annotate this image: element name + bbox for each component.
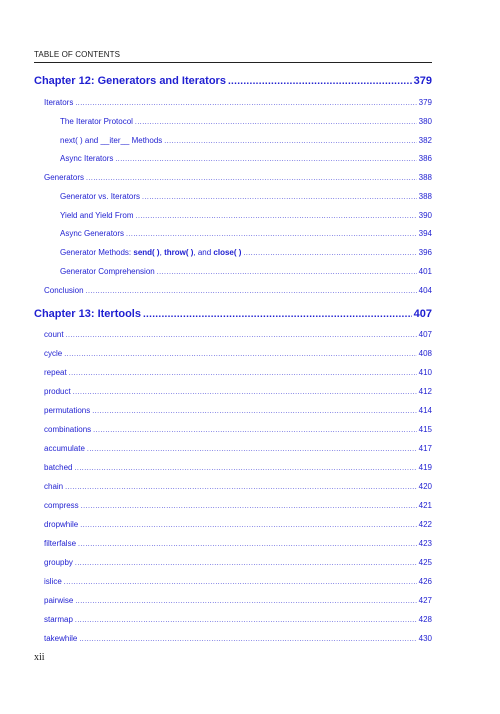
leader-dots [74,465,416,472]
leader-dots [73,389,417,396]
toc-repeat[interactable]: repeat ..... 410 [44,368,432,377]
toc-pairwise[interactable]: pairwise ..... 427 [44,596,432,605]
leader-dots [126,231,417,238]
toc-filterfalse[interactable]: filterfalse ..... 423 [44,539,432,548]
toc-count[interactable]: count ..... 407 [44,330,432,339]
leader-dots [92,408,416,415]
leader-dots [66,332,417,339]
leader-dots [143,309,412,320]
toc-permutations[interactable]: permutations ..... 414 [44,406,432,415]
leader-dots [157,269,417,276]
leader-dots [75,100,416,107]
leader-dots [115,156,416,163]
leader-dots [75,617,417,624]
leader-dots [93,427,417,434]
toc-generators[interactable]: Generators ..... 388 [44,173,432,182]
toc-next-iter-methods[interactable]: next( ) and __iter__ Methods ..... 382 [60,136,432,145]
toc-compress[interactable]: compress ..... 421 [44,501,432,510]
toc-yield-from[interactable]: Yield and Yield From ..... 390 [60,211,432,220]
header-rule [34,62,432,63]
toc-iterator-protocol[interactable]: The Iterator Protocol ..... 380 [60,117,432,126]
leader-dots [79,636,416,643]
leader-dots [87,446,417,453]
leader-dots [64,351,416,358]
leader-dots [69,370,417,377]
toc-cycle[interactable]: cycle ..... 408 [44,349,432,358]
running-head: TABLE OF CONTENTS [34,50,121,59]
toc-combinations[interactable]: combinations ..... 415 [44,425,432,434]
leader-dots [81,503,417,510]
toc-product[interactable]: product ..... 412 [44,387,432,396]
toc-chain[interactable]: chain ..... 420 [44,482,432,491]
toc-generator-vs-iterators[interactable]: Generator vs. Iterators ..... 388 [60,192,432,201]
leader-dots [80,522,416,529]
page-number: xii [34,652,45,663]
leader-dots [86,288,417,295]
leader-dots [135,119,417,126]
toc-generator-comprehension[interactable]: Generator Comprehension ..... 401 [60,267,432,276]
leader-dots [75,598,416,605]
leader-dots [136,213,417,220]
toc-dropwhile[interactable]: dropwhile ..... 422 [44,520,432,529]
leader-dots [243,250,416,257]
toc-groupby[interactable]: groupby ..... 425 [44,558,432,567]
leader-dots [228,76,412,87]
toc-takewhile[interactable]: takewhile ..... 430 [44,634,432,643]
toc-generator-methods[interactable]: Generator Methods: send( ), throw( ), and close( ) ..... 396 [60,248,432,257]
leader-dots [142,194,417,201]
leader-dots [164,138,416,145]
toc-accumulate[interactable]: accumulate ..... 417 [44,444,432,453]
toc-islice[interactable]: islice ..... 426 [44,577,432,586]
leader-dots [65,484,417,491]
toc-chapter-13[interactable]: Chapter 13: Itertools ..... 407 [34,308,432,320]
toc-iterators[interactable]: Iterators ..... 379 [44,98,432,107]
toc-conclusion[interactable]: Conclusion ..... 404 [44,286,432,295]
leader-dots [86,175,417,182]
toc-batched[interactable]: batched ..... 419 [44,463,432,472]
toc-async-iterators[interactable]: Async Iterators ..... 386 [60,154,432,163]
toc-async-generators[interactable]: Async Generators ..... 394 [60,229,432,238]
leader-dots [78,541,417,548]
toc-chapter-12[interactable]: Chapter 12: Generators and Iterators ..... 379 [34,75,432,87]
leader-dots [75,560,417,567]
toc-starmap[interactable]: starmap ..... 428 [44,615,432,624]
leader-dots [64,579,417,586]
